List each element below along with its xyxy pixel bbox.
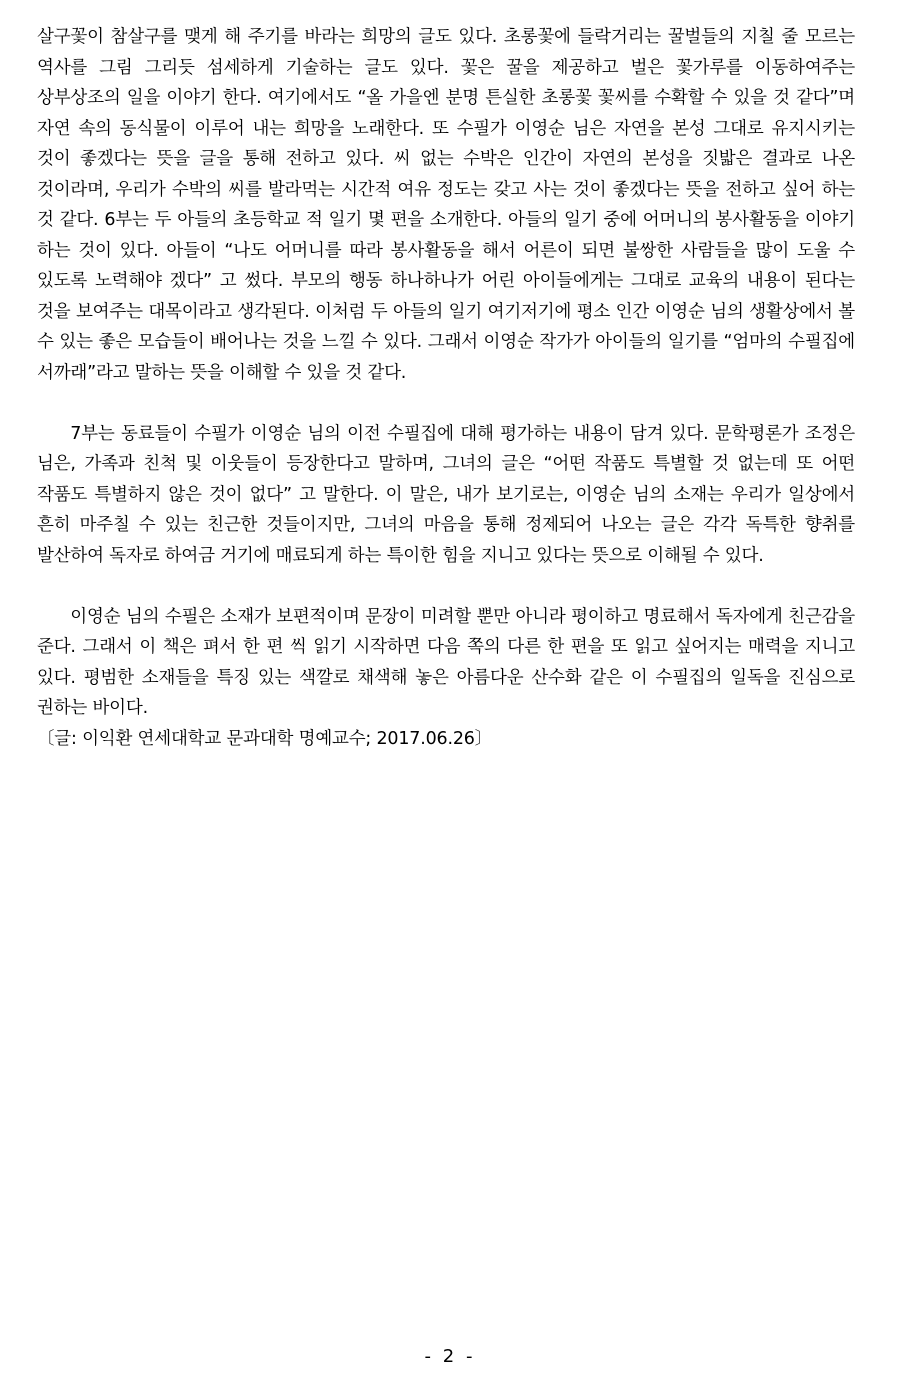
document-body: [37, 22, 855, 754]
paragraph-2: 7부는 동료들이 수필가 이영순 님의 이전 수필집에 대해 평가하는 내용이 담겨 있다. 문학평론가 조정은 님은, 가족과 친척 및 이웃들이 등장한다고 말하며, 그녀의 글은 “어떤 작품도 특별할 것 없는데 또 어떤 작품도 특별하지 않은 것이 없다” 고 말한다. 이 말은, 내가 보기로는, 이영순 님의 소재는 우리가 일상에서 흔히 마주칠 수 있는 친근한 것들이지만, 그녀의 마음을 통해 정제되어 나오는 글은 각각 독특한 향취를 발산하여 독자로 하여금 거기에 매료되게 하는 특이한 힘을 지니고 있다는 뜻으로 이해될 수 있다.: [37, 423, 855, 566]
paragraph-1: 살구꽃이 참살구를 맺게 해 주기를 바라는 희망의 글도 있다. 초롱꽃에 들락거리는 꿀벌들의 지칠 줄 모르는 역사를 그림 그리듯 섬세하게 기술하는 글도 있다. 꽃은 꿀을 제공하고 벌은 꽃가루를 이동하여주는 상부상조의 일을 이야기 한다. 여기에서도 “올 가을엔 분명 튼실한 초롱꽃 꽃씨를 수확할 수 있을 것 같다”며 자연 속의 동식물이 이루어 내는 희망을 노래한다. 또 수필가 이영순 님은 자연을 본성 그대로 유지시키는 것이 좋겠다는 뜻을 글을 통해 전하고 있다. 씨 없는 수박은 인간이 자연의 본성을 짓밟은 결과로 나온 것이라며, 우리가 수박의 씨를 발라먹는 시간적 여유 정도는 갖고 사는 것이 좋겠다는 뜻을 전하고 싶어 하는 것 같다. 6부는 두 아들의 초등학교 적 일기 몇 편을 소개한다. 아들의 일기 중에 어머니의 봉사활동을 이야기 하는 것이 있다. 아들이 “나도 어머니를 따라 봉사활동을 해서 어른이 되면 불쌍한 사람들을 많이 도울 수 있도록 노력해야 겠다” 고 썼다. 부모의 행동 하나하나가 어린 아이들에게는 그대로 교육의 내용이 된다는 것을 보여주는 대목이라고 생각된다. 이처럼 두 아들의 일기 여기저기에 평소 인간 이영순 님의 생활상에서 볼 수 있는 좋은 모습들이 배어나는 것을 느낄 수 있다. 그래서 이영순 작가가 아이들의 일기를 “엄마의 수필집에 서까래”라고 말하는 뜻을 이해할 수 있을 것 같다.: [37, 27, 855, 383]
author-signature: 〔글: 이익환 연세대학교 문과대학 명예교수; 2017.06.26〕: [37, 728, 492, 749]
paragraph-3: 이영순 님의 수필은 소재가 보편적이며 문장이 미려할 뿐만 아니라 평이하고 명료해서 독자에게 친근감을 준다. 그래서 이 책은 펴서 한 편 씩 읽기 시작하면 다음 쪽의 다른 한 편을 또 읽고 싶어지는 매력을 지니고 있다. 평범한 소재들을 특징 있는 색깔로 채색해 놓은 아름다운 산수화 같은 이 수필집의 일독을 진심으로 권하는 바이다.: [37, 606, 855, 718]
page-number: - 2 -: [424, 1346, 476, 1367]
